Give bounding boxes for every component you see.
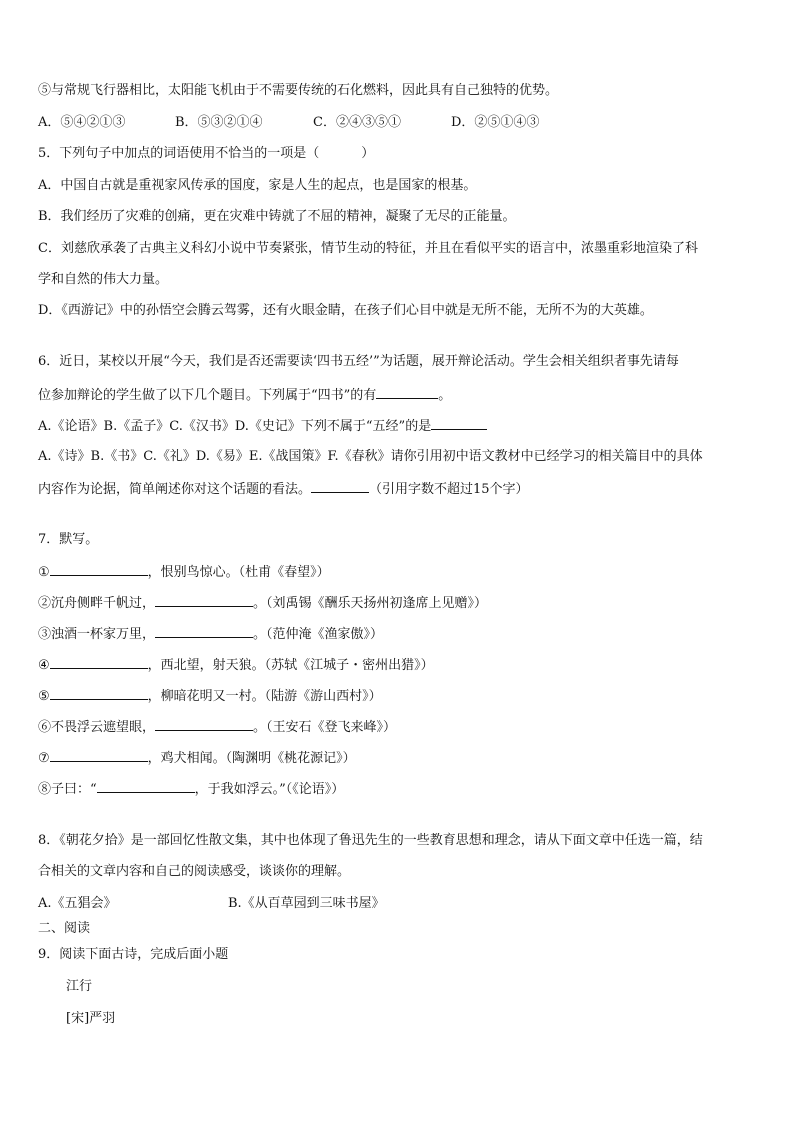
q8-options [38,895,385,913]
q5-option-c-line1: C．刘慈欣承袭了古典主义科幻小说中节奏紧张，情节生动的特征，并且在看似平实的语言中，浓墨重彩地渲染了科 [38,241,698,256]
q5-option-a: A．中国自古就是重视家风传承的国度，家是人生的起点，也是国家的根基。 [38,178,477,193]
q5-stem: 5．下列句子中加点的词语使用不恰当的一项是（ ） [38,146,375,161]
answer-blank[interactable] [155,717,253,731]
answer-blank[interactable] [155,593,253,607]
dictation-2: ②沉舟侧畔千帆过， 。（刘禹锡《酬乐天扬州初逢席上见赠》） [38,593,487,613]
poem-title: 江行 [66,979,93,994]
q4-item-5: ⑤与常规飞行器相比，太阳能飞机由于不需要传统的石化燃料，因此具有自己独特的优势。 [38,83,559,98]
answer-blank[interactable] [50,748,148,762]
dictation-1: ① ，恨别鸟惊心。（杜甫《春望》） [38,562,330,582]
q6-line3: A.《论语》B.《孟子》C.《汉书》D.《史记》下列不属于“五经”的是 [38,416,487,436]
answer-blank[interactable] [97,779,195,793]
answer-blank[interactable] [376,385,438,399]
answer-blank[interactable] [311,479,369,493]
q6-line2: 位参加辩论的学生做了以下几个题目。下列属于“四书”的有 。 [38,385,451,405]
q5-option-c-line2: 学和自然的伟大力量。 [38,272,169,287]
q8-option-a: A.《五猖会》 [38,896,117,911]
dictation-8: ⑧子曰：“ ，于我如浮云。”（《论语》） [38,779,344,799]
poem-author: [宋]严羽 [66,1011,116,1026]
q5-option-b: B．我们经历了灾难的创痛，更在灾难中铸就了不屈的精神，凝聚了无尽的正能量。 [38,209,516,224]
q4-option-d: D．②⑤①④③ [451,115,540,130]
dictation-7: ⑦ ，鸡犬相闻。（陶渊明《桃花源记》） [38,748,356,768]
dictation-4: ④ ，西北望，射天狼。（苏轼《江城子・密州出猎》） [38,655,434,675]
dictation-3: ③浊酒一杯家万里， 。（范仲淹《渔家傲》） [38,624,383,644]
q8-option-b: B.《从百草园到三味书屋》 [228,896,385,911]
q5-option-d: D．《西游记》中的孙悟空会腾云驾雾，还有火眼金睛，在孩子们心目中就是无所不能，无所不为的大英雄。 [38,303,653,318]
q4-option-a: A．⑤④②①③ [38,115,126,130]
answer-blank[interactable] [50,562,148,576]
q4-option-b: B．⑤③②①④ [175,115,263,130]
section-heading: 二、阅读 [38,921,91,936]
q4-option-c: C．②④③⑤① [313,115,401,130]
q6-line5: 内容作为论据，简单阐述你对这个话题的看法。 （引用字数不超过15个字） [38,479,529,499]
q6-line4: A.《诗》B.《书》C.《礼》D.《易》E.《战国策》F.《春秋》请你引用初中语文教材中已经学习的相关篇目中的具体 [38,449,703,464]
q7-stem: 7．默写。 [38,532,99,547]
dictation-6: ⑥不畏浮云遮望眼， 。（王安石《登飞来峰》） [38,717,396,737]
q8-line1: 8．《朝花夕拾》是一部回忆性散文集，其中也体现了鲁迅先生的一些教育思想和理念，请从下面文章中任选一篇，结 [38,833,703,848]
answer-blank[interactable] [50,686,148,700]
q4-options [38,114,539,132]
answer-blank[interactable] [431,416,487,430]
dictation-5: ⑤ ，柳暗花明又一村。（陆游《游山西村》） [38,686,382,706]
answer-blank[interactable] [155,624,253,638]
answer-blank[interactable] [50,655,148,669]
q8-line2: 合相关的文章内容和自己的阅读感受，谈谈你的理解。 [38,864,351,879]
q6-line1: 6．近日，某校以开展“今天，我们是否还需要读‘四书五经’”为话题，展开辩论活动。学生会相关组织者事先请每 [38,354,679,369]
q9-stem: 9．阅读下面古诗，完成后面小题 [38,947,229,962]
